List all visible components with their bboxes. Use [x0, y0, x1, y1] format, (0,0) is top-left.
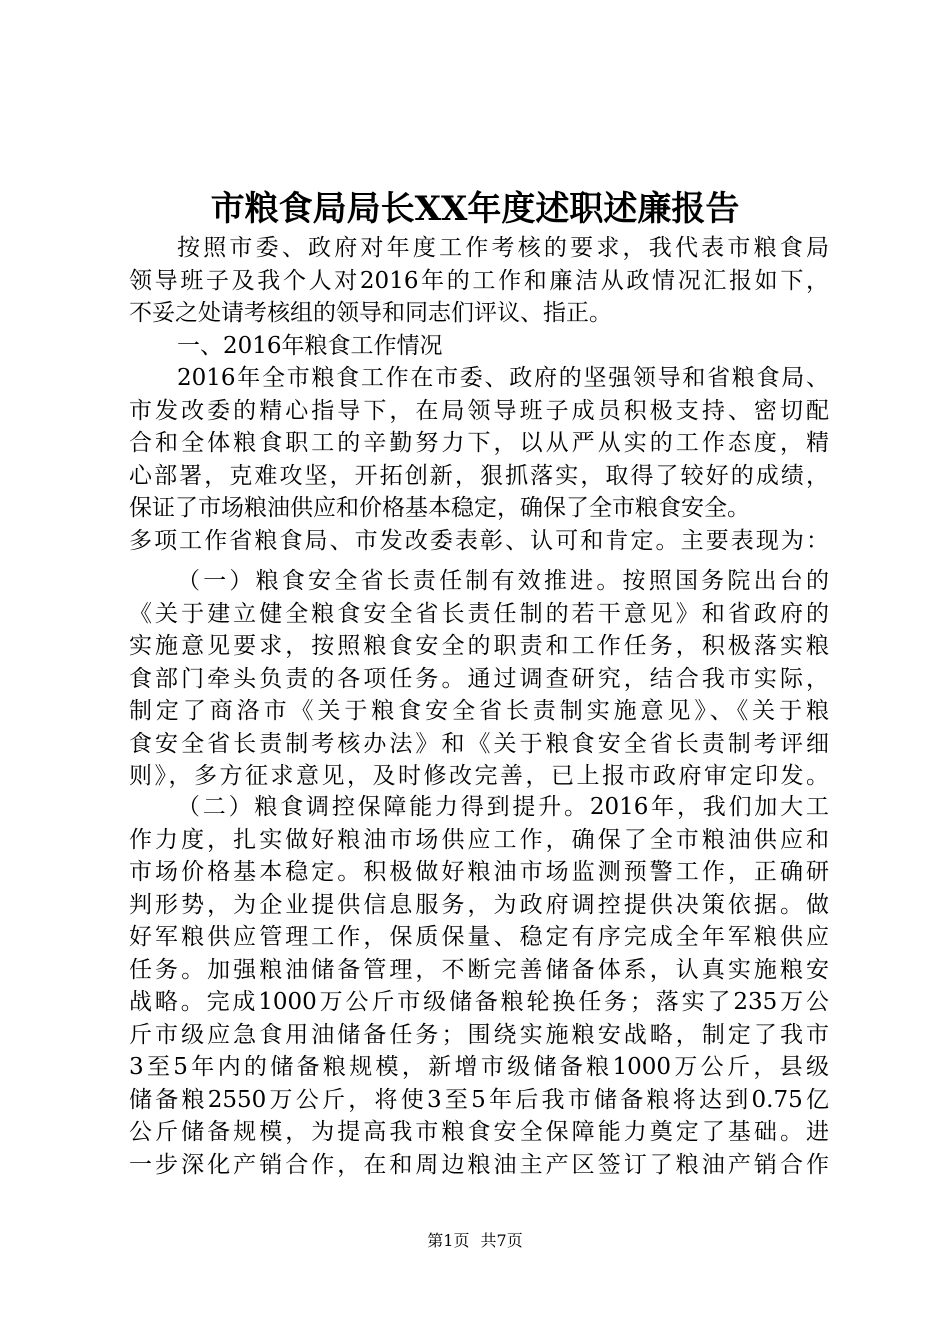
text-line: 市发改委的精心指导下，在局领导班子成员积极支持、密切配: [129, 397, 829, 424]
text-line: 好军粮供应管理工作，保质保量、稳定有序完成全年军粮供应: [129, 924, 829, 950]
page-number: 第1页: [427, 1231, 470, 1250]
text-line: 《关于建立健全粮食安全省长责任制的若干意见》和省政府的: [129, 600, 829, 627]
paragraph-block-1: [129, 565, 829, 793]
text-line: 储备粮2550万公斤，将使3至5年后我市储备粮将达到0.75亿: [129, 1086, 829, 1113]
text-line: 多项工作省粮食局、市发改委表彰、认可和肯定。主要表现为：: [129, 527, 829, 554]
text-line: 按照市委、政府对年度工作考核的要求，我代表市粮食局: [177, 235, 829, 261]
text-line: 判形势，为企业提供信息服务，为政府调控提供决策依据。做: [129, 891, 829, 918]
text-line: 制定了商洛市《关于粮食安全省长责制实施意见》、《关于粮: [129, 698, 829, 724]
text-line: 斤市级应急食用油储备任务；围绕实施粮安战略，制定了我市: [129, 1021, 829, 1048]
text-line: 任务。加强粮油储备管理，不断完善储备体系，认真实施粮安: [129, 956, 829, 983]
page-total: 共7页: [480, 1231, 523, 1250]
text-line: 食部门牵头负责的各项任务。通过调查研究，结合我市实际，: [129, 665, 829, 692]
text-line: 合和全体粮食职工的辛勤努力下，以从严从实的工作态度，精: [129, 430, 829, 456]
text-line: （一）粮食安全省长责任制有效推进。按照国务院出台的: [177, 568, 829, 594]
text-line: 保证了市场粮油供应和价格基本稳定，确保了全市粮食安全。: [129, 495, 750, 521]
text-line: （二）粮食调控保障能力得到提升。2016年，我们加大工: [177, 794, 829, 820]
text-line: 则》，多方征求意见，及时修改完善，已上报市政府审定印发。: [129, 763, 829, 789]
text-line: 作力度，扎实做好粮油市场供应工作，确保了全市粮油供应和: [129, 826, 829, 853]
text-line: 不妥之处请考核组的领导和同志们评议、指正。: [129, 300, 612, 326]
paragraph-block-2: [129, 791, 829, 1181]
text-line: 战略。完成1000万公斤市级储备粮轮换任务；落实了235万公: [129, 989, 829, 1015]
document-title: 市粮食局局长XX年度述职述廉报告: [210, 189, 740, 229]
text-line: 心部署，克难攻坚，开拓创新，狠抓落实，取得了较好的成绩，: [129, 462, 829, 489]
text-line: 一步深化产销合作，在和周边粮油主产区签订了粮油产销合作: [129, 1151, 829, 1178]
text-line: 市场价格基本稳定。积极做好粮油市场监测预警工作，正确研: [129, 859, 829, 885]
text-line: 2016年全市粮食工作在市委、政府的坚强领导和省粮食局、: [177, 365, 829, 391]
paragraph-block-intro: [129, 232, 829, 557]
text-line: 实施意见要求，按照粮食安全的职责和工作任务，积极落实粮: [129, 633, 829, 659]
text-line: 公斤储备规模，为提高我市粮食安全保障能力奠定了基础。进: [129, 1119, 829, 1145]
text-line: 食安全省长责制考核办法》和《关于粮食安全省长责制考评细: [129, 730, 829, 757]
text-line: 3至5年内的储备粮规模，新增市级储备粮1000万公斤，县级: [129, 1054, 829, 1080]
section-heading: 一、2016年粮食工作情况: [177, 332, 443, 359]
page-footer: [0, 1230, 950, 1252]
text-line: 领导班子及我个人对2016年的工作和廉洁从政情况汇报如下，: [129, 267, 829, 294]
